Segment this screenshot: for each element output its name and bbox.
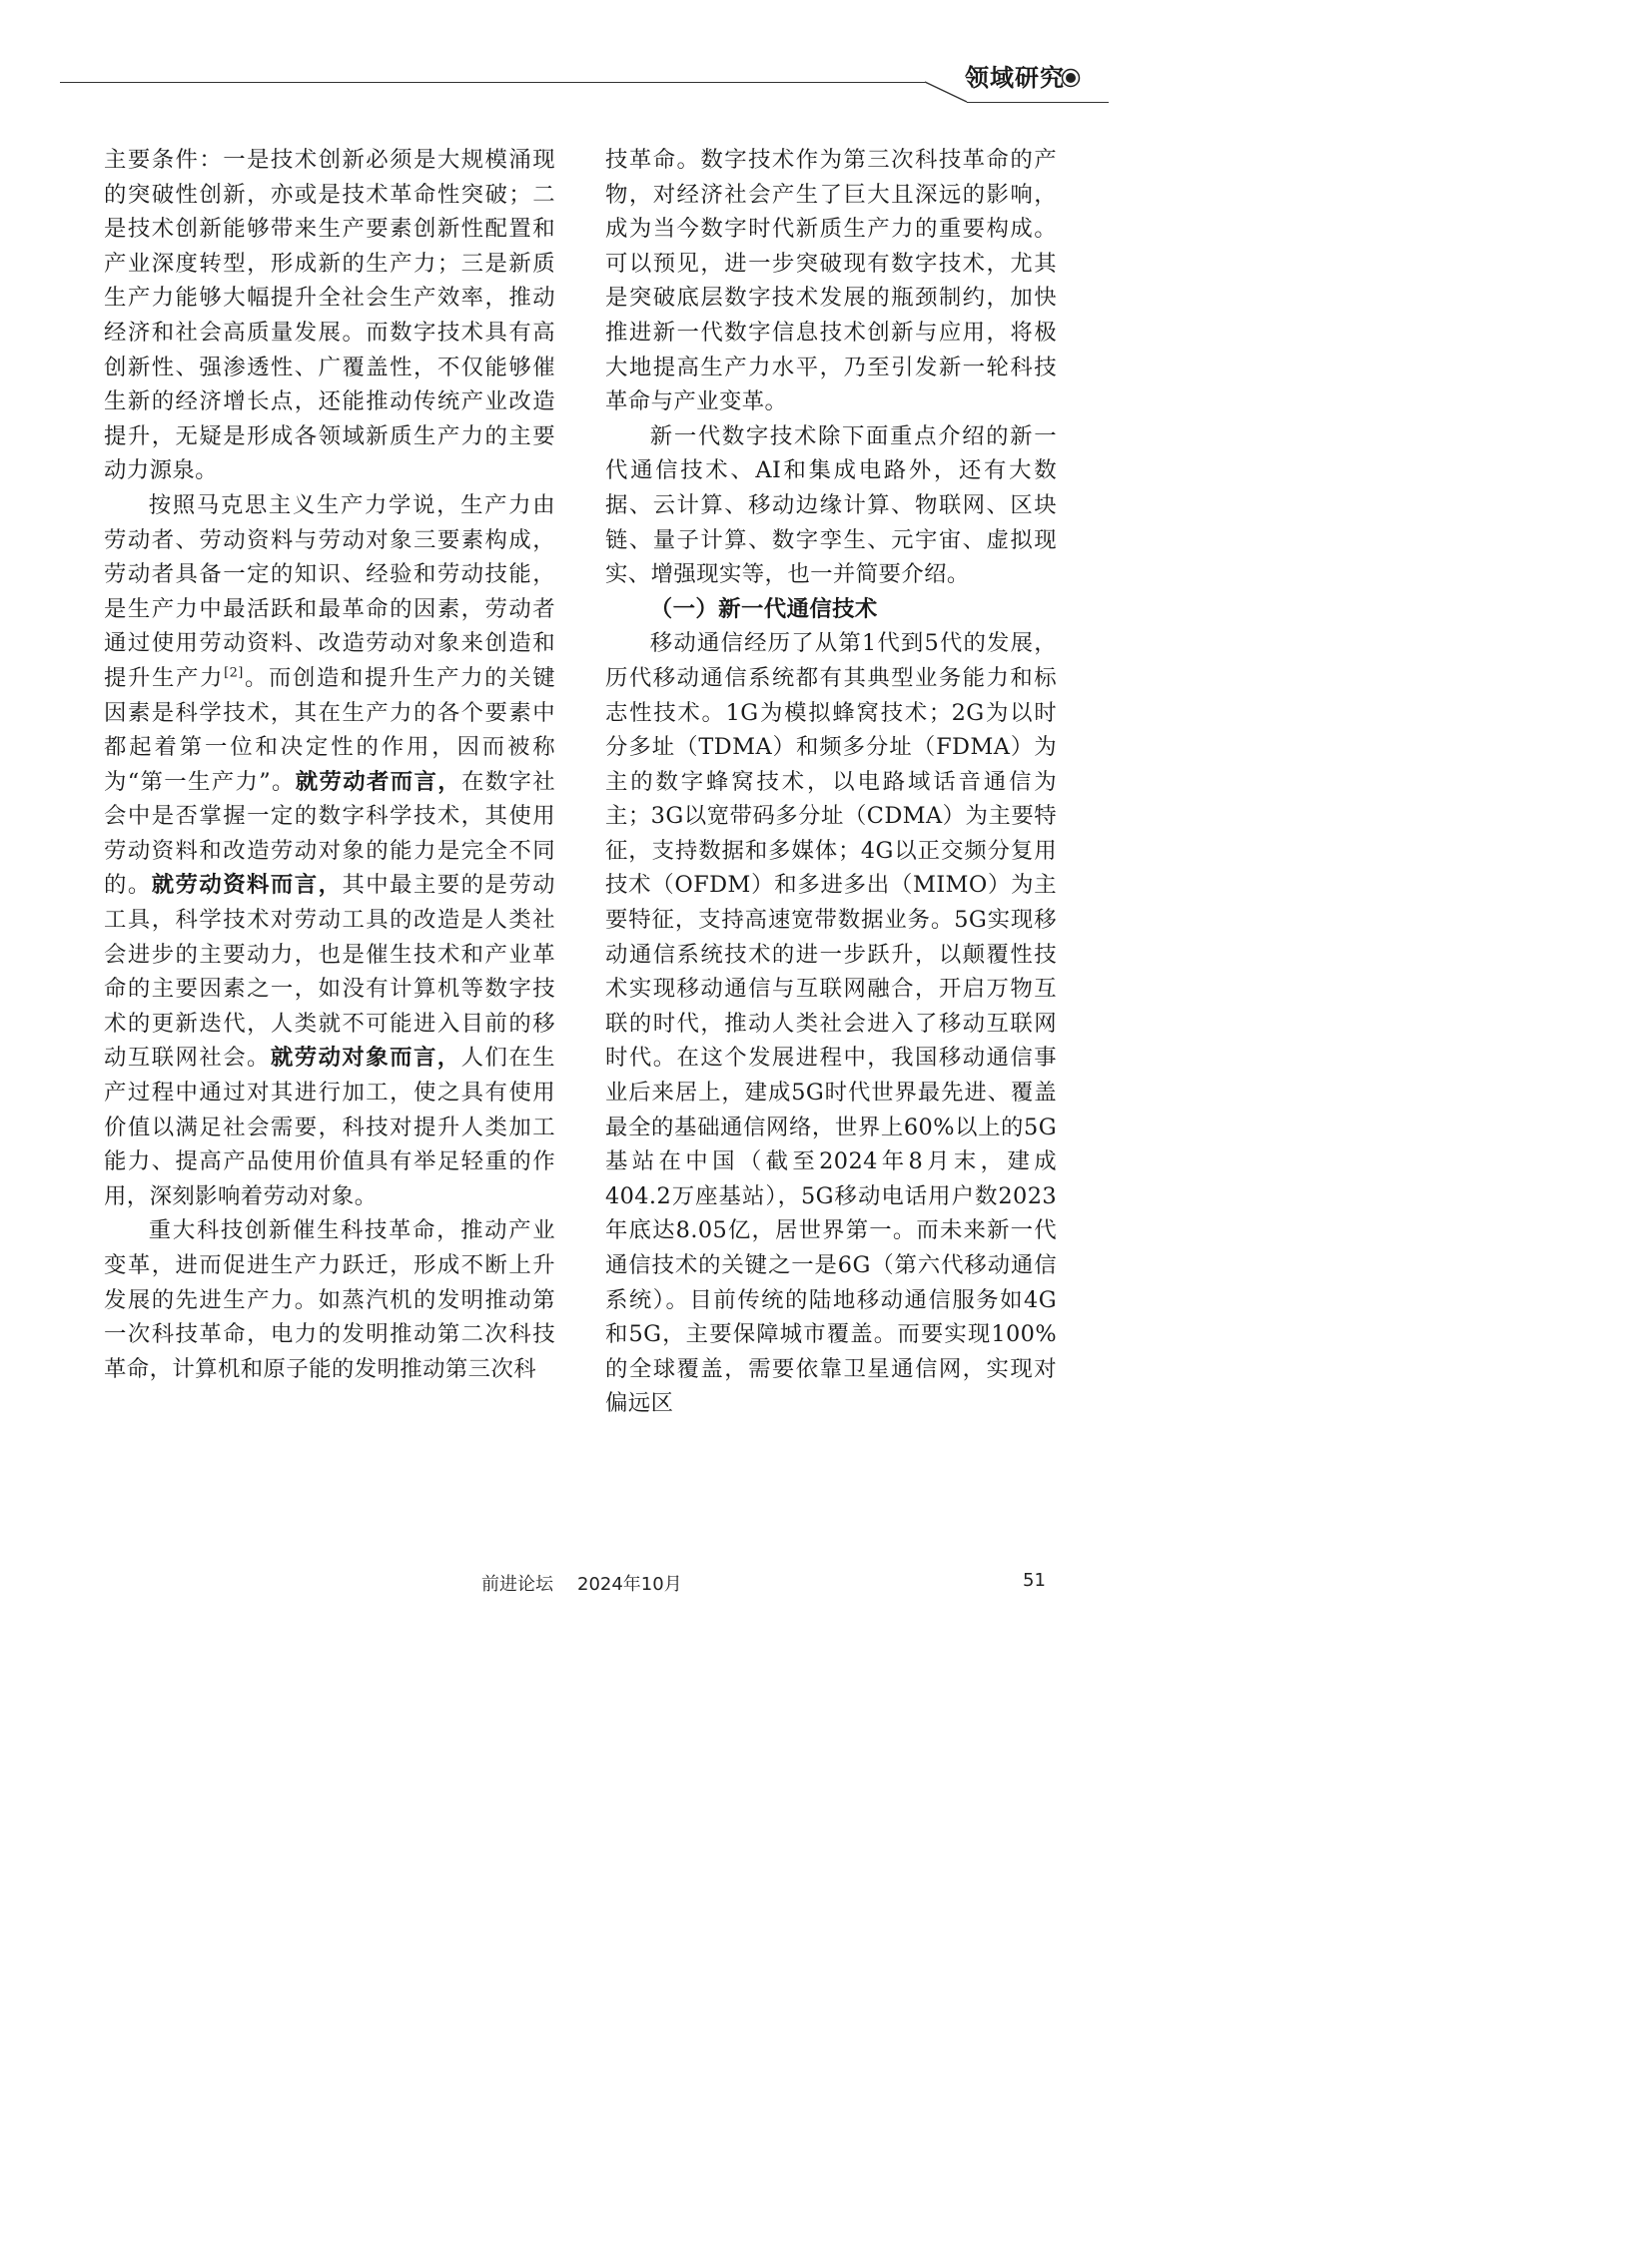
header-rule-left xyxy=(60,82,925,83)
text-run: 其中最主要的是劳动工具，科学技术对劳动工具的改造是人类社会进步的主要动力，也是催生技术和产业革命的主要因素之一，如没有计算机等数字技术的更新迭代，人类就不可能进入目前的移动互联网社会。 xyxy=(104,872,555,1072)
paragraph: 技革命。数字技术作为第三次科技革命的产物，对经济社会产生了巨大且深远的影响，成为当今数字时代新质生产力的重要构成。可以预见，进一步突破现有数字技术，尤其是突破底层数字技术发展的瓶颈制约，加快推进新一代数字信息技术创新与应用，将极大地提高生产力水平，乃至引发新一轮科技革命与产业变革。 xyxy=(605,147,1057,415)
paragraph xyxy=(104,488,555,1213)
bold-lead-phrase: 就劳动资料而言， xyxy=(151,872,343,899)
section-title: 领域研究 xyxy=(965,64,1065,92)
header-rule-slant xyxy=(923,74,969,104)
citation-reference: [2] xyxy=(224,665,244,681)
bold-lead-phrase: 就劳动者而言， xyxy=(295,768,461,795)
left-column xyxy=(104,143,555,1386)
journal-name: 前进论坛 xyxy=(481,1574,553,1595)
paragraph: 重大科技创新催生科技革命，推动产业变革，进而促进生产力跃迁，形成不断上升发展的先进生产力。如蒸汽机的发明推动第一次科技革命，电力的发明推动第二次科技革命，计算机和原子能的发明推动第三次科 xyxy=(104,1217,555,1382)
text-run: 在数字社会中是否掌握一定的数字科学技术，其使用劳动资料和改造劳动对象的能力是完全不同的。 xyxy=(104,768,555,899)
text-run: 按照马克思主义生产力学说，生产力由劳动者、劳动资料与劳动对象三要素构成，劳动者具备一定的知识、经验和劳动技能，是生产力中最活跃和最革命的因素，劳动者通过使用劳动资料、改造劳动对象来创造和提升生产力 xyxy=(104,491,555,691)
paragraph: 主要条件：一是技术创新必须是大规模涌现的突破性创新，亦或是技术革命性突破；二是技术创新能够带来生产要素创新性配置和产业深度转型，形成新的生产力；三是新质生产力能够大幅提升全社会生产效率，推动经济和社会高质量发展。而数字技术具有高创新性、强渗透性、广覆盖性，不仅能够催生新的经济增长点，还能推动传统产业改造提升，无疑是形成各领域新质生产力的主要动力源泉。 xyxy=(104,147,555,484)
bold-lead-phrase: 就劳动对象而言， xyxy=(270,1045,461,1072)
page-footer xyxy=(0,1570,1169,1600)
issue-date: 2024年10月 xyxy=(577,1574,682,1595)
text-run: 人们在生产过程中通过对其进行加工，使之具有使用价值以满足社会需要，科技对提升人类加工能力、提高产品使用价值具有举足轻重的作用，深刻影响着劳动对象。 xyxy=(104,1045,555,1209)
paragraph: 移动通信经历了从第1代到5代的发展，历代移动通信系统都有其典型业务能力和标志性技术。1G为模拟蜂窝技术；2G为以时分多址（TDMA）和频多分址（FDMA）为主的数字蜂窝技术，以电路域话音通信为主；3G以宽带码多分址（CDMA）为主要特征，支持数据和多媒体；4G以正交频分复用技术（OFDM）和多进多出（MIMO）为主要特征，支持高速宽带数据业务。5G实现移动通信系统技术的进一步跃升，以颠覆性技术实现移动通信与互联网融合，开启万物互联的时代，推动人类社会进入了移动互联网时代。在这个发展进程中，我国移动通信事业后来居上，建成5G时代世界最先进、覆盖最全的基础通信网络，世界上60%以上的5G基站在中国（截至2024年8月末，建成404.2万座基站），5G移动电话用户数2023年底达8.05亿，居世界第一。而未来新一代通信技术的关键之一是6G（第六代移动通信系统）。目前传统的陆地移动通信服务如4G和5G，主要保障城市覆盖。而要实现100%的全球覆盖，需要依靠卫星通信网，实现对偏远区 xyxy=(605,630,1057,1417)
header-rule-right xyxy=(967,102,1109,103)
target-circle-icon xyxy=(1061,68,1081,88)
text-run: 。而创造和提升生产力的关键因素是科学技术，其在生产力的各个要素中都起着第一位和决定性的作用，因而被称为“第一生产力”。 xyxy=(104,664,556,795)
paragraph: 新一代数字技术除下面重点介绍的新一代通信技术、AI和集成电路外，还有大数据、云计算、移动边缘计算、物联网、区块链、量子计算、数字孪生、元宇宙、虚拟现实、增强现实等，也一并简要介绍。 xyxy=(605,422,1057,588)
right-column xyxy=(605,143,1057,1421)
page-number: 51 xyxy=(1023,1570,1046,1591)
subsection-heading: （一）新一代通信技术 xyxy=(649,595,878,622)
